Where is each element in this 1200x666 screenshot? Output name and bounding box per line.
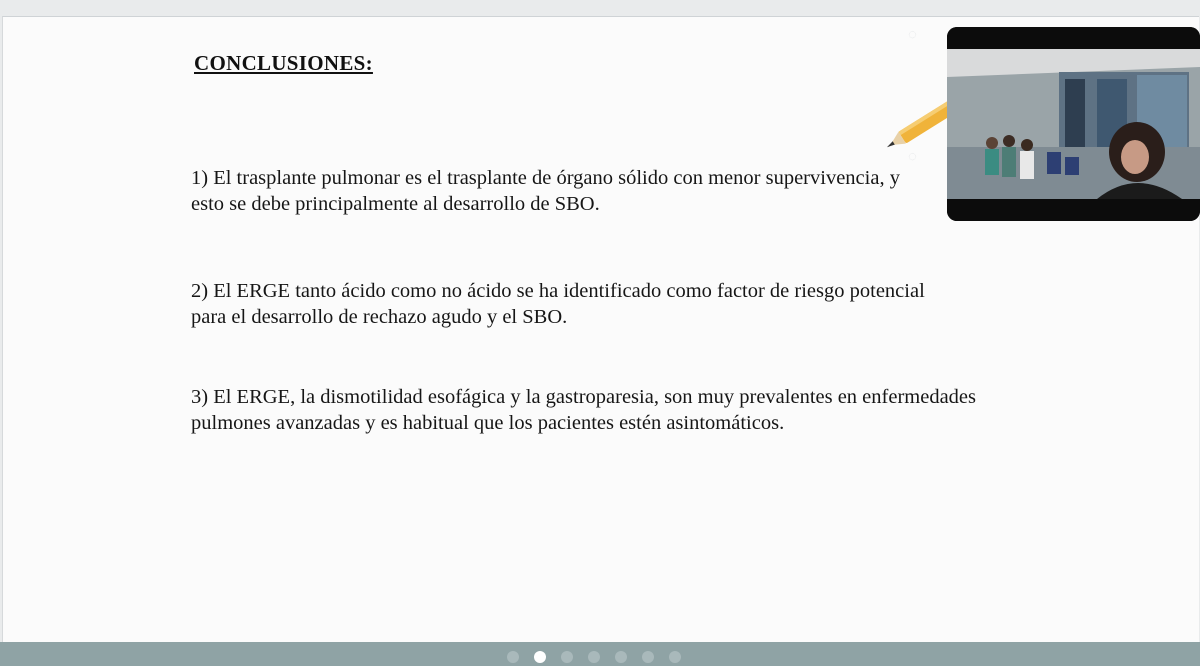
faint-mark-icon: ◌ xyxy=(908,149,917,165)
conclusion-point-2: 2) El ERGE tanto ácido como no ácido se ha identificado como factor de riesgo potencial para el desarrollo de rechazo agudo y el SBO. xyxy=(191,280,925,328)
pager-dot-6[interactable] xyxy=(642,651,654,663)
slide-pager[interactable] xyxy=(507,651,681,663)
faint-mark-icon: ◌ xyxy=(908,27,917,43)
pager-dot-3[interactable] xyxy=(561,651,573,663)
pager-dot-1[interactable] xyxy=(507,651,519,663)
pager-dot-7[interactable] xyxy=(669,651,681,663)
slide-title: CONCLUSIONES: xyxy=(194,51,373,75)
video-feed-icon xyxy=(947,27,1200,221)
bottom-bar xyxy=(0,642,1200,666)
conclusion-point-3: 3) El ERGE, la dismotilidad esofágica y la gastroparesia, son muy prevalentes en enfermedades pulmones avanzadas y es habitual que los pacientes estén asintomáticos. xyxy=(191,386,977,434)
pager-dot-5[interactable] xyxy=(615,651,627,663)
pager-dot-2[interactable] xyxy=(534,651,546,663)
pager-dot-4[interactable] xyxy=(588,651,600,663)
conclusion-point-1: 1) El trasplante pulmonar es el trasplante de órgano sólido con menor supervivencia, y esto se debe principalmente al desarrollo de SBO. xyxy=(191,167,900,215)
pencil-icon xyxy=(878,99,958,159)
video-call-window[interactable] xyxy=(947,27,1200,221)
